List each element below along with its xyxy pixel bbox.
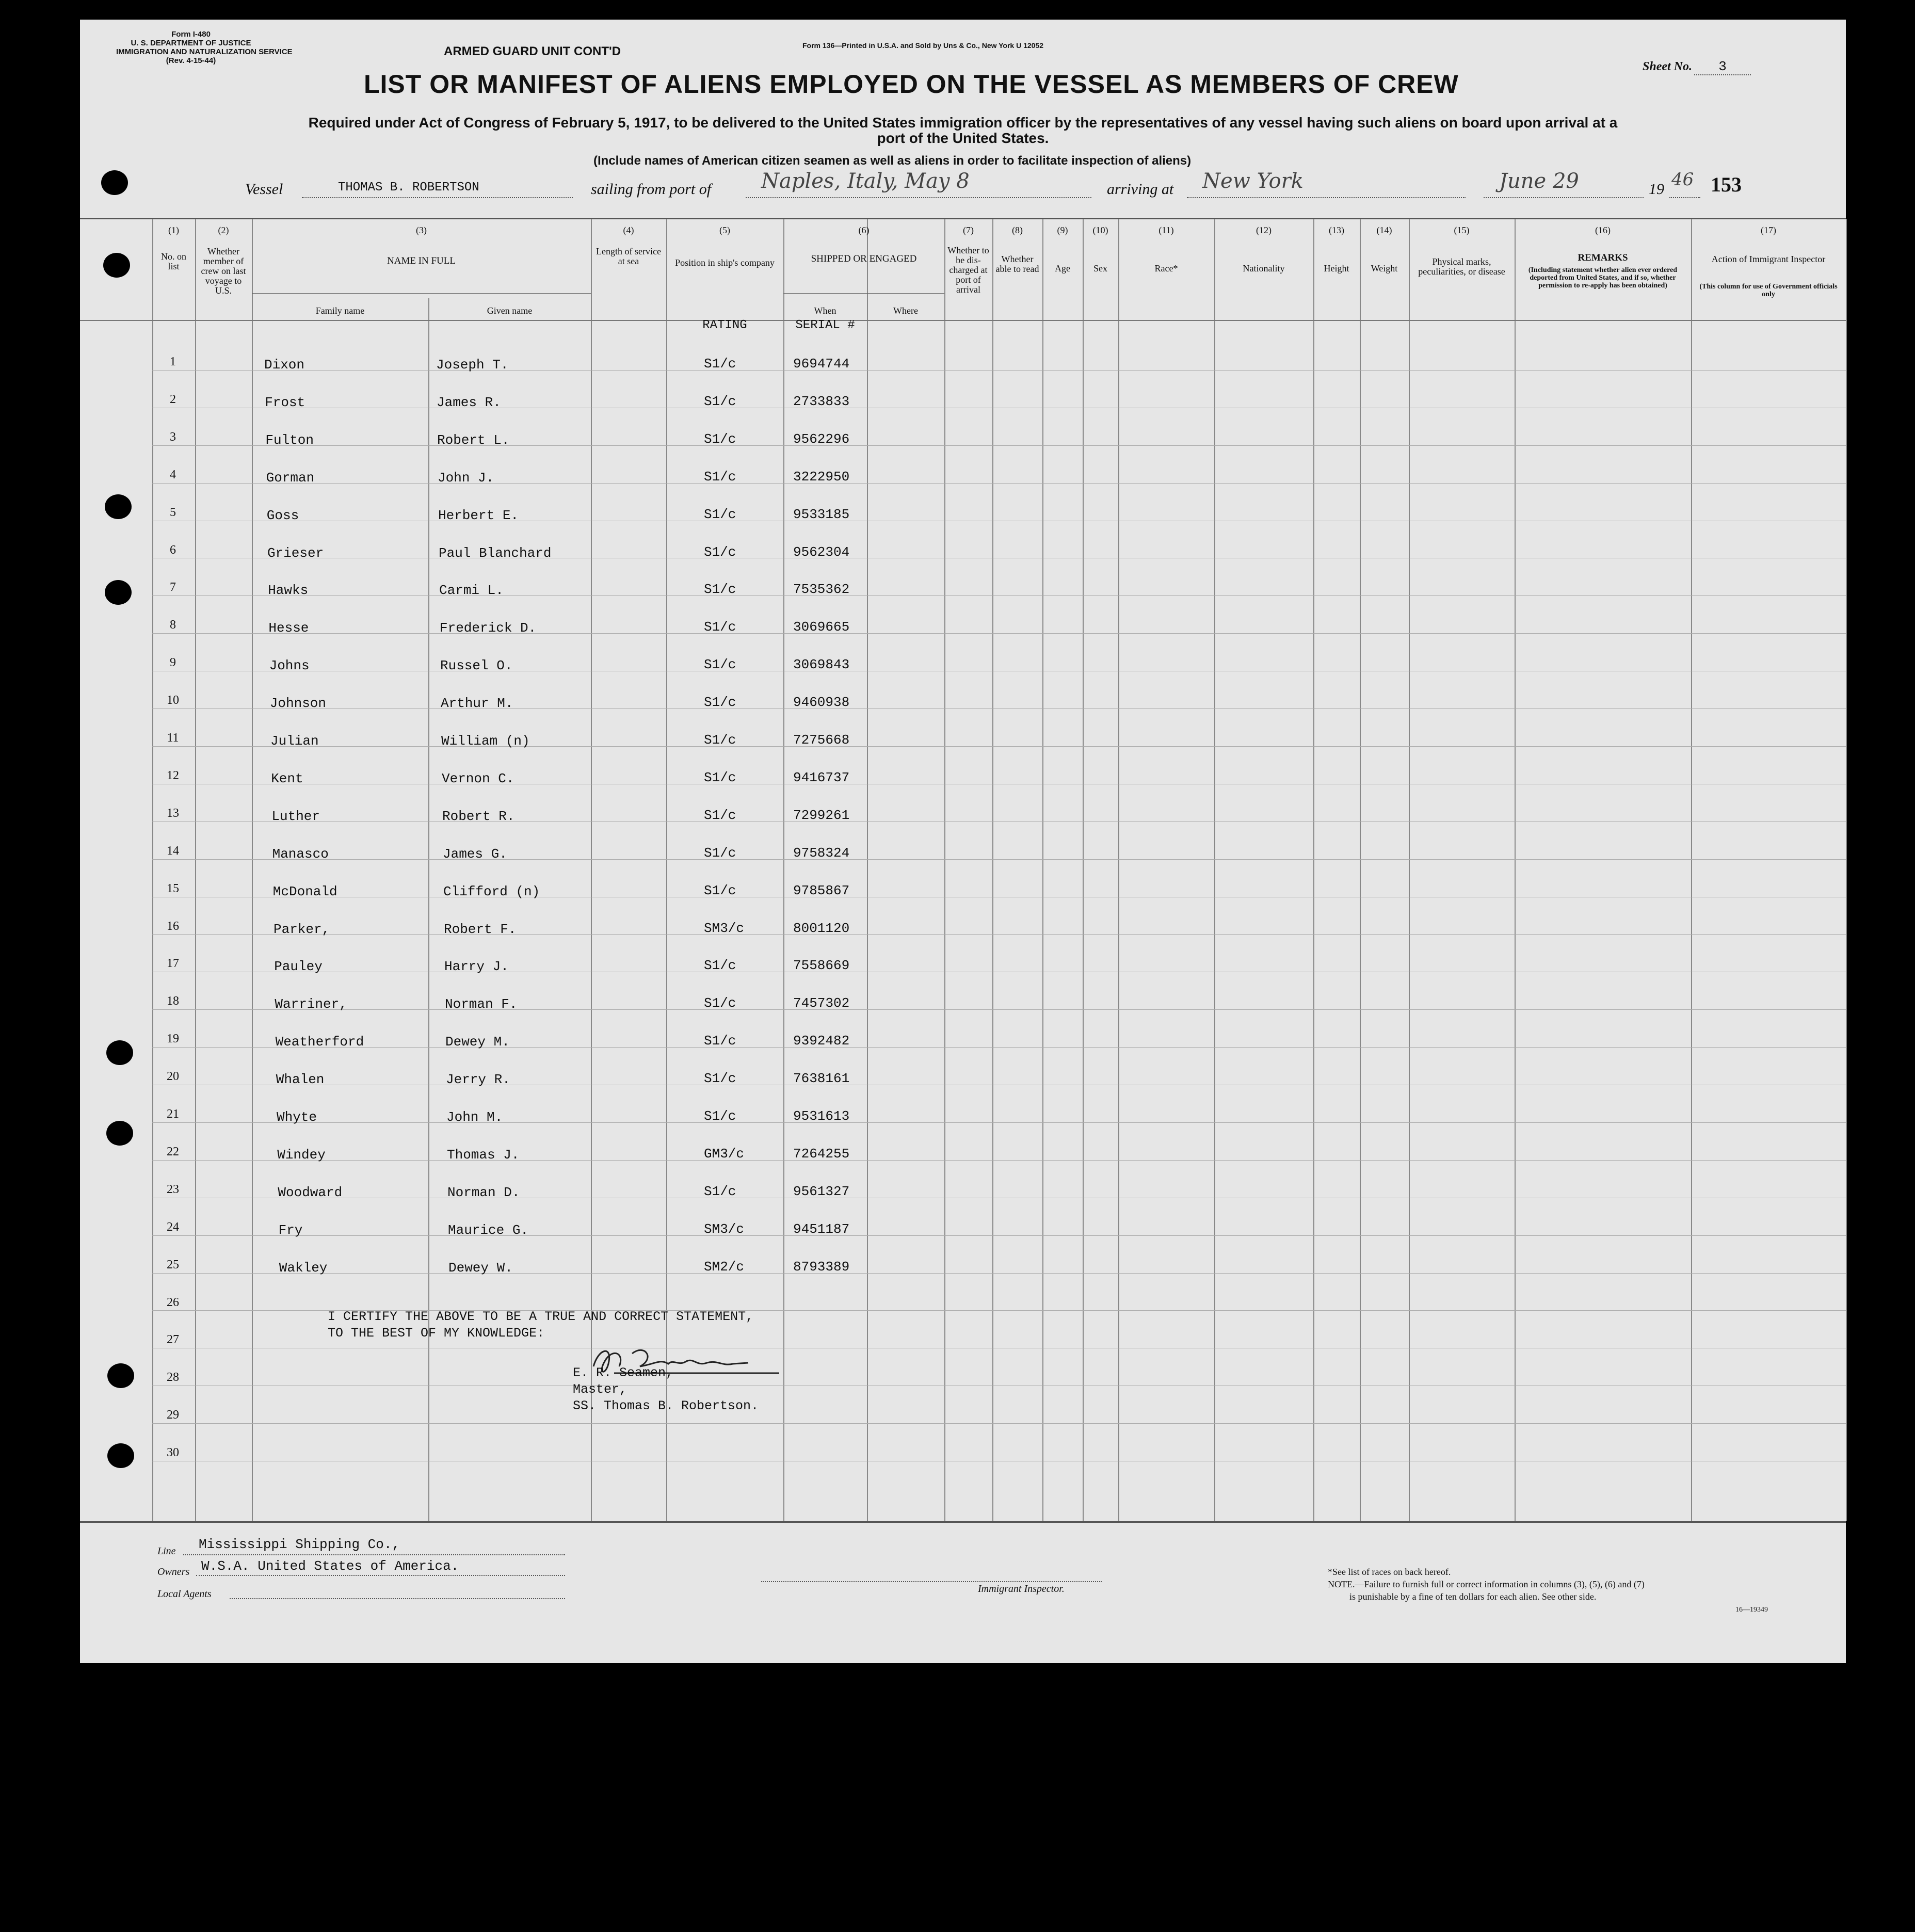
handwritten-arrival-port: New York — [1202, 169, 1304, 193]
row-rule — [152, 1423, 1846, 1424]
serial-cell: 7264255 — [793, 1146, 850, 1162]
rating-cell: S1/c — [704, 393, 736, 409]
required-line-2: port of the United States. — [877, 130, 1049, 146]
row-number: 17 — [167, 957, 179, 971]
given-name-cell: John M. — [446, 1109, 503, 1125]
serial-cell: 3069843 — [793, 657, 850, 673]
rating-cell: S1/c — [704, 845, 736, 861]
row-rule — [152, 1122, 1846, 1123]
serial-cell: 9785867 — [793, 882, 850, 898]
row-number: 20 — [167, 1070, 179, 1084]
owners-value: W.S.A. United States of America. — [201, 1558, 459, 1574]
serial-cell: 3069665 — [793, 619, 850, 635]
binder-hole — [105, 494, 132, 519]
family-name-cell: Goss — [266, 507, 299, 523]
column-divider — [944, 219, 945, 1521]
sheet-label: Sheet No. — [1643, 60, 1692, 73]
serial-cell: 9416737 — [793, 769, 850, 785]
row-number: 19 — [167, 1032, 179, 1046]
given-name-cell: Paul Blanchard — [439, 545, 552, 561]
line-field — [183, 1537, 565, 1555]
column-divider — [1846, 219, 1847, 1521]
line-label: Line — [157, 1545, 176, 1557]
master-block — [573, 1365, 759, 1414]
given-name-cell: Dewey M. — [445, 1034, 510, 1050]
row-number: 25 — [167, 1258, 179, 1271]
column-header: SHIPPED OR ENGAGED — [811, 253, 917, 264]
column-divider — [195, 219, 196, 1521]
year-field — [1669, 169, 1700, 198]
row-number: 29 — [167, 1408, 179, 1422]
family-name-cell: Manasco — [272, 846, 329, 862]
rating-cell: S1/c — [704, 1071, 736, 1087]
column-divider — [1214, 219, 1215, 1521]
rating-cell: S1/c — [704, 657, 736, 673]
page-title: LIST OR MANIFEST OF ALIENS EMPLOYED ON THE VESSEL AS MEMBERS OF CREW — [364, 70, 1459, 99]
column-number: (7) — [963, 225, 974, 235]
sailing-port-field — [746, 169, 1091, 198]
family-name-cell: Fulton — [265, 432, 314, 448]
column-number: (4) — [623, 225, 634, 235]
column-header: Race* — [1154, 263, 1178, 273]
family-name-cell: Luther — [271, 808, 320, 824]
family-name-cell: McDonald — [272, 883, 337, 899]
rating-cell: S1/c — [704, 732, 736, 748]
row-number: 10 — [167, 694, 179, 707]
printer-note: Form 136—Printed in U.S.A. and Sold by Uns & Co., New York U 12052 — [802, 41, 1044, 50]
row-number: 13 — [167, 806, 179, 820]
binder-hole — [107, 1443, 134, 1468]
given-name-cell: Herbert E. — [438, 507, 519, 523]
column-divider — [1118, 219, 1119, 1521]
family-name-cell: Fry — [278, 1222, 303, 1238]
serial-cell: 8001120 — [793, 920, 850, 936]
family-name-cell: Kent — [271, 770, 303, 786]
column-number: (8) — [1012, 225, 1023, 235]
binder-hole — [106, 1121, 133, 1146]
master-ship: SS. Thomas B. Robertson. — [573, 1398, 759, 1413]
column-header: Physical marks, peculiarities, or disease — [1418, 256, 1505, 277]
form-revision: (Rev. 4-15-44) — [166, 56, 216, 65]
serial-cell: 9561327 — [793, 1183, 850, 1199]
rating-cell: SM3/c — [704, 920, 745, 936]
given-name-cell: William (n) — [441, 733, 530, 749]
column-header: Action of Immigrant Inspector — [1711, 254, 1826, 264]
where-subheader: Where — [893, 305, 918, 316]
column-number: (14) — [1376, 225, 1392, 235]
row-rule — [152, 934, 1846, 935]
column-divider — [1083, 219, 1084, 1521]
rating-cell: SM3/c — [704, 1221, 745, 1237]
given-name-cell: James G. — [443, 846, 507, 862]
vessel-name: THOMAS B. ROBERTSON — [338, 181, 479, 195]
row-number: 12 — [167, 768, 179, 782]
rating-cell: S1/c — [704, 431, 736, 447]
serial-cell: 7638161 — [793, 1071, 850, 1087]
unit-label: ARMED GUARD UNIT CONT'D — [444, 44, 621, 58]
row-number: 23 — [167, 1182, 179, 1196]
certification-line-2: TO THE BEST OF MY KNOWLEDGE: — [328, 1326, 545, 1341]
arriving-port-field — [1187, 169, 1466, 198]
column-divider — [252, 219, 253, 1521]
manifest-sheet — [80, 20, 1846, 1663]
vessel-name-field — [302, 179, 573, 198]
column-number: (16) — [1595, 225, 1611, 235]
binder-hole — [101, 170, 128, 195]
column-header: No. on list — [161, 251, 186, 271]
given-name-cell: Harry J. — [444, 959, 509, 975]
rating-cell: SM2/c — [704, 1259, 745, 1275]
serial-cell: 9533185 — [793, 506, 850, 522]
family-name-cell: Pauley — [274, 959, 323, 975]
sheet-number-block — [1643, 59, 1751, 75]
penalty-note-2: is punishable by a fine of ten dollars for each alien. See other side. — [1349, 1591, 1597, 1602]
row-rule — [152, 633, 1846, 634]
rating-cell: S1/c — [704, 582, 736, 598]
row-number: 26 — [167, 1295, 179, 1309]
column-number: (2) — [218, 225, 229, 235]
column-number: (11) — [1158, 225, 1174, 235]
rating-cell: S1/c — [704, 958, 736, 974]
include-note: (Include names of American citizen seamen as well as aliens in order to facilitate inspection of aliens) — [593, 154, 1192, 168]
row-number: 9 — [170, 656, 176, 670]
serial-cell: 9392482 — [793, 1033, 850, 1049]
given-name-cell: Robert R. — [442, 808, 515, 824]
row-rule — [152, 1160, 1846, 1161]
form-header-block — [116, 30, 293, 65]
family-name-subheader: Family name — [315, 305, 365, 316]
rating-subheader: RATING — [702, 318, 747, 332]
line-value: Mississippi Shipping Co., — [199, 1537, 400, 1552]
given-name-cell: Robert F. — [444, 921, 517, 937]
rating-cell: S1/c — [704, 1108, 736, 1124]
row-rule — [152, 1235, 1846, 1236]
owners-label: Owners — [157, 1566, 190, 1577]
races-note: *See list of races on back hereof. — [1328, 1567, 1451, 1577]
certification-line-1: I CERTIFY THE ABOVE TO BE A TRUE AND CORRECT STATEMENT, — [328, 1309, 754, 1324]
header-bottom-rule — [80, 320, 1846, 321]
row-number: 11 — [167, 731, 179, 745]
family-name-cell: Warriner, — [275, 996, 347, 1012]
remarks-subheader: (Including statement whether alien ever ordered deported from United States, and if so, whether permission to re-apply has been obtained) — [1528, 266, 1678, 289]
serial-cell: 7457302 — [793, 995, 850, 1011]
year-prefix: 19 — [1649, 181, 1664, 198]
column-number: (15) — [1454, 225, 1470, 235]
row-rule — [152, 370, 1846, 371]
rating-cell: S1/c — [704, 807, 736, 823]
column-divider — [152, 219, 153, 1521]
row-number: 21 — [167, 1107, 179, 1121]
rating-cell: S1/c — [704, 882, 736, 898]
binder-hole — [105, 580, 132, 605]
row-rule — [152, 483, 1846, 484]
serial-cell: 9562296 — [793, 431, 850, 447]
row-number: 5 — [170, 505, 176, 519]
column-number: (1) — [168, 225, 179, 235]
vessel-label: Vessel — [245, 181, 283, 198]
given-name-cell: Norman D. — [447, 1184, 520, 1200]
local-agents-label: Local Agents — [157, 1588, 212, 1600]
serial-cell: 3222950 — [793, 469, 850, 485]
certification-statement — [328, 1309, 753, 1342]
family-name-cell: Parker, — [273, 921, 330, 937]
local-agents-field — [230, 1581, 565, 1599]
family-name-cell: Gorman — [266, 470, 315, 486]
row-rule — [152, 595, 1846, 596]
inspector-signature-line — [761, 1571, 1102, 1582]
column-header: Length of service at sea — [596, 246, 661, 266]
column-header: REMARKS — [1578, 252, 1628, 263]
row-number: 22 — [167, 1145, 179, 1158]
family-name-cell: Hesse — [268, 620, 309, 636]
rating-cell: S1/c — [704, 695, 736, 711]
row-number: 15 — [167, 881, 179, 895]
handwritten-year: 46 — [1671, 169, 1694, 190]
column-header: NAME IN FULL — [387, 255, 456, 266]
given-name-cell: John J. — [438, 470, 494, 486]
row-number: 14 — [167, 844, 179, 858]
rating-cell: S1/c — [704, 1183, 736, 1199]
serial-cell: 9531613 — [793, 1108, 850, 1124]
row-rule — [152, 1273, 1846, 1274]
given-name-cell: Maurice G. — [448, 1222, 529, 1238]
form-code: 16—19349 — [1735, 1606, 1768, 1614]
row-number: 16 — [167, 919, 179, 933]
rating-cell: S1/c — [704, 1033, 736, 1049]
column-header: Nationality — [1243, 263, 1285, 273]
column-divider — [1313, 219, 1314, 1521]
column-number: (6) — [858, 225, 870, 235]
given-name-cell: Robert L. — [437, 432, 510, 448]
given-name-cell: Norman F. — [445, 996, 518, 1012]
serial-cell: 7535362 — [793, 582, 850, 598]
column-divider — [992, 219, 993, 1521]
group-header-rule — [252, 293, 591, 294]
row-number: 27 — [167, 1333, 179, 1347]
family-name-cell: Hawks — [268, 583, 309, 599]
column-divider — [1691, 219, 1692, 1521]
column-header: Whether to be dis-charged at port of arrival — [947, 245, 989, 295]
family-name-cell: Johns — [269, 658, 310, 674]
serial-cell: 9694744 — [793, 356, 850, 372]
column-header: Weight — [1371, 263, 1398, 273]
handwritten-sailing-port: Naples, Italy, May 8 — [761, 169, 970, 193]
family-name-cell: Whyte — [277, 1109, 317, 1125]
family-name-cell: Weatherford — [275, 1034, 364, 1050]
given-name-cell: Jerry R. — [446, 1072, 510, 1088]
given-name-cell: Dewey W. — [448, 1260, 513, 1276]
table-bottom-border — [80, 1521, 1846, 1523]
form-id: Form I-480 — [171, 30, 211, 39]
row-number: 7 — [170, 581, 176, 594]
given-name-cell: Clifford (n) — [443, 883, 540, 899]
rating-cell: S1/c — [704, 356, 736, 372]
column-header: Height — [1324, 263, 1349, 273]
family-name-cell: Woodward — [278, 1184, 343, 1200]
sailing-label: sailing from port of — [591, 181, 712, 198]
required-line-1: Required under Act of Congress of February 5, 1917, to be delivered to the United States immigration officer by the representatives of any vessel having such aliens on board upon arrival at a — [308, 115, 1618, 131]
sub-column-divider — [867, 298, 868, 1521]
binder-hole — [106, 1040, 133, 1065]
serial-cell: 7299261 — [793, 807, 850, 823]
rating-cell: S1/c — [704, 995, 736, 1011]
rating-cell: S1/c — [704, 619, 736, 635]
column-number: (9) — [1057, 225, 1068, 235]
row-number: 6 — [170, 543, 176, 557]
serial-cell: 9758324 — [793, 845, 850, 861]
when-subheader: When — [814, 305, 836, 316]
column-number: (17) — [1761, 225, 1776, 235]
serial-cell: 7275668 — [793, 732, 850, 748]
column-number: (12) — [1256, 225, 1272, 235]
service: IMMIGRATION AND NATURALIZATION SERVICE — [116, 47, 293, 56]
column-header: Position in ship's company — [675, 257, 775, 268]
family-name-cell: Johnson — [269, 696, 327, 712]
handwritten-arrival-date: June 29 — [1499, 169, 1579, 193]
owners-field — [196, 1558, 565, 1576]
family-name-cell: Windey — [277, 1147, 326, 1163]
family-name-cell: Dixon — [264, 357, 305, 373]
column-divider — [783, 219, 784, 1521]
given-name-cell: Russel O. — [440, 658, 513, 674]
required-text — [132, 115, 1794, 146]
serial-cell: 9562304 — [793, 544, 850, 560]
serial-cell: 2733833 — [793, 393, 850, 409]
row-number: 30 — [167, 1446, 179, 1460]
column-number: (13) — [1329, 225, 1344, 235]
serial-cell: 8793389 — [793, 1259, 850, 1275]
column-header: Whether member of crew on last voyage to U.S. — [201, 246, 246, 296]
inspector-label: Immigrant Inspector. — [978, 1583, 1065, 1595]
column-number: (3) — [416, 225, 427, 235]
column-header: Sex — [1093, 263, 1107, 273]
group-header-rule — [783, 293, 944, 294]
column-divider — [1409, 219, 1410, 1521]
row-number: 1 — [170, 355, 176, 368]
family-name-cell: Whalen — [276, 1072, 325, 1088]
family-name-cell: Frost — [265, 394, 305, 410]
given-name-cell: Thomas J. — [447, 1147, 520, 1163]
row-number: 3 — [170, 430, 176, 444]
binder-hole — [107, 1363, 134, 1388]
row-number: 18 — [167, 994, 179, 1008]
table-top-border — [80, 218, 1846, 219]
row-rule — [152, 445, 1846, 446]
column-header: Age — [1055, 263, 1070, 273]
binder-hole — [103, 253, 130, 278]
row-number: 8 — [170, 618, 176, 632]
given-name-cell: James R. — [437, 394, 501, 410]
serial-subheader: SERIAL # — [795, 318, 855, 332]
inspector-subheader: (This column for use of Government officials only — [1699, 283, 1838, 298]
given-name-cell: Joseph T. — [436, 357, 509, 373]
given-name-cell: Frederick D. — [440, 620, 537, 636]
given-name-cell: Carmi L. — [439, 583, 504, 599]
arrival-date-field — [1484, 169, 1644, 198]
row-number: 24 — [167, 1220, 179, 1234]
serial-cell: 9460938 — [793, 695, 850, 711]
rating-cell: S1/c — [704, 769, 736, 785]
column-number: (10) — [1092, 225, 1108, 235]
family-name-cell: Grieser — [267, 545, 324, 561]
column-number: (5) — [719, 225, 730, 235]
penalty-note-1: NOTE.—Failure to furnish full or correct information in columns (3), (5), (6) and (7) — [1328, 1579, 1645, 1589]
serial-cell: 7558669 — [793, 958, 850, 974]
row-number: 4 — [170, 468, 176, 481]
master-name: E. R. Seamen, — [573, 1365, 674, 1380]
department: U. S. DEPARTMENT OF JUSTICE — [131, 39, 251, 47]
row-rule — [152, 746, 1846, 747]
given-name-cell: Arthur M. — [441, 696, 513, 712]
row-rule — [152, 1047, 1846, 1048]
column-divider — [1515, 219, 1516, 1521]
master-title: Master, — [573, 1382, 627, 1397]
row-rule — [152, 1009, 1846, 1010]
row-rule — [152, 859, 1846, 860]
rating-cell: S1/c — [704, 506, 736, 522]
family-name-cell: Wakley — [279, 1260, 328, 1276]
column-header: Whether able to read — [995, 254, 1039, 274]
row-number: 28 — [167, 1371, 179, 1384]
given-name-cell: Vernon C. — [442, 770, 514, 786]
family-name-cell: Julian — [270, 733, 319, 749]
column-divider — [1042, 219, 1043, 1521]
serial-cell: 9451187 — [793, 1221, 850, 1237]
page-number: 153 — [1711, 173, 1742, 196]
rating-cell: S1/c — [704, 544, 736, 560]
rating-cell: GM3/c — [704, 1146, 745, 1162]
arriving-label: arriving at — [1107, 181, 1174, 198]
row-number: 2 — [170, 392, 176, 406]
sheet-number: 3 — [1694, 59, 1751, 75]
rating-cell: S1/c — [704, 469, 736, 485]
column-divider — [1360, 219, 1361, 1521]
given-name-subheader: Given name — [487, 305, 533, 316]
